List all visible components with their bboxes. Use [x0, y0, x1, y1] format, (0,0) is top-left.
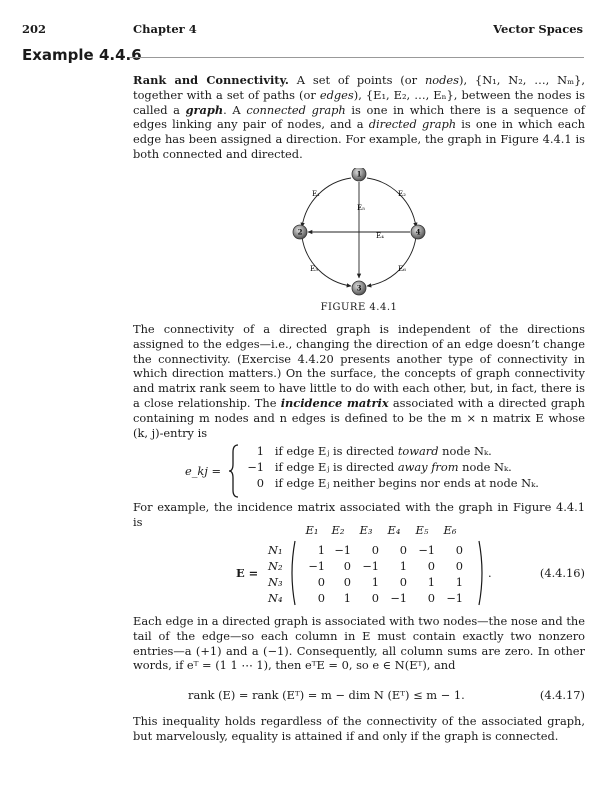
case-value: 0	[256, 476, 264, 490]
case-row-3	[242, 476, 539, 490]
term-connected-graph: connected graph	[246, 102, 346, 117]
case-text: if edge Eⱼ is directed	[274, 460, 398, 474]
example-rule	[130, 57, 584, 58]
left-brace	[228, 444, 240, 498]
matrix-row-header: N₂	[268, 559, 283, 573]
case-row-1	[242, 444, 492, 458]
matrix-col-header: E₄	[387, 523, 401, 537]
text-span: The connectivity of a directed graph is independent of the directions assigned to the edges—i.e., changing the direction of an edge doesn’t change the connectivity. (Exercise 4.4.20 presents another type of connectivity in which direction matters.) On the surface, the concepts of graph connectivity and matrix rank seem to have little to do with each other, but, in fact, there is a close relationship. The	[133, 322, 585, 410]
matrix-cell: 0	[371, 591, 379, 605]
paragraph-text: This inequality holds regardless of the connectivity of the associated graph, but marvelously, equality is attained if and only if the graph is connected.	[133, 714, 585, 743]
edge-label-e2: E₂	[398, 190, 406, 198]
node-1-label: 1	[356, 169, 362, 179]
text-span: . A	[223, 102, 247, 117]
chapter-title: Chapter 4	[133, 22, 197, 36]
directed-graph-figure	[280, 168, 440, 298]
matrix-row-header: N₄	[268, 591, 283, 605]
matrix-cell: 1	[371, 575, 379, 589]
matrix-cell: 0	[371, 543, 379, 557]
node-3-label: 3	[356, 283, 362, 293]
matrix-cell: 1	[427, 575, 435, 589]
matrix-cell: 0	[317, 575, 325, 589]
case-row-2	[242, 460, 512, 474]
matrix-col-header: E₁	[305, 523, 319, 537]
text-span: ), {N₁, N₂, …, Nₘ}, together with a set of paths (or	[133, 73, 586, 102]
matrix-cell: 0	[399, 543, 407, 557]
matrix-left-paren	[288, 540, 296, 606]
matrix-period: .	[488, 566, 492, 580]
matrix-cell: 0	[399, 575, 407, 589]
matrix-cell: −1	[446, 591, 463, 605]
edge-e6	[367, 237, 416, 286]
page-number: 202	[22, 22, 47, 36]
equation-number-17: (4.4.17)	[539, 688, 585, 702]
node-2-label: 2	[297, 227, 303, 237]
equation-number-16: (4.4.16)	[539, 566, 585, 580]
case-value: −1	[247, 460, 264, 474]
matrix-cell: 1	[455, 575, 463, 589]
text-span: A set of points (or	[288, 73, 425, 87]
edge-label-e5: E₅	[357, 204, 365, 212]
node-4	[411, 225, 425, 239]
case-text: node Nₖ.	[458, 460, 512, 474]
matrix-cell: 0	[427, 591, 435, 605]
edge-e1	[302, 178, 351, 227]
node-2	[293, 225, 307, 239]
matrix-row-header: N₁	[268, 543, 283, 557]
figure-caption: FIGURE 4.4.1	[320, 302, 398, 313]
paragraph-incidence	[133, 322, 585, 440]
text-span: associated with a directed graph containing m nodes and n edges is defined to be the m × n matrix E whose (k, j)-entry is	[133, 395, 585, 440]
case-text: if edge Eⱼ neither begins nor ends at node Nₖ.	[274, 476, 539, 490]
term-graph: graph	[185, 102, 224, 117]
matrix-cell: 0	[343, 575, 351, 589]
section-title: Vector Spaces	[493, 22, 583, 36]
edge-label-e1: E₁	[312, 190, 320, 198]
matrix-lhs: E =	[236, 566, 259, 580]
matrix-col-header: E₆	[443, 523, 457, 537]
matrix-row-header: N₃	[268, 575, 283, 589]
paragraph-conclusion	[133, 714, 585, 744]
matrix-cell: −1	[362, 559, 379, 573]
definition-lhs: e_kj =	[185, 464, 222, 478]
node-1	[352, 168, 366, 181]
term-directed-graph: directed graph	[368, 117, 457, 132]
matrix-cell: 0	[455, 543, 463, 557]
matrix-cell: −1	[418, 543, 435, 557]
paragraph-column-sums	[133, 614, 585, 673]
case-emphasis: away from	[397, 460, 459, 474]
text-span: is one in which there is a sequence of edges linking any pair of nodes, and a	[133, 102, 586, 132]
edge-e3	[302, 237, 351, 286]
case-text: if edge Eⱼ is directed	[274, 444, 398, 458]
edge-label-e3: E₃	[310, 265, 318, 273]
edge-e2	[367, 178, 416, 227]
text-span: is one in which each edge has been assigned a direction. For example, the graph in Figure 4.4.1 is both connected and directed.	[133, 117, 586, 161]
matrix-cell: 1	[317, 543, 325, 557]
case-text: node Nₖ.	[438, 444, 492, 458]
term-incidence-matrix: incidence matrix	[280, 395, 389, 410]
matrix-col-header: E₂	[331, 523, 345, 537]
paragraph-intro	[133, 73, 585, 162]
matrix-cell: −1	[308, 559, 325, 573]
rank-inequality: rank (E) = rank (Eᵀ) = m − dim N (Eᵀ) ≤ m − 1.	[188, 688, 465, 702]
matrix-cell: 1	[399, 559, 407, 573]
text-span: ), {E₁, E₂, …, Eₙ}, between the nodes is called a	[133, 87, 585, 117]
example-label: Example 4.4.6	[22, 46, 142, 64]
matrix-cell: 0	[343, 559, 351, 573]
term-edges: edges	[319, 87, 354, 102]
edge-label-e6: E₆	[398, 265, 406, 273]
paragraph-text: For example, the incidence matrix associated with the graph in Figure 4.4.1 is	[133, 500, 585, 529]
case-emphasis: toward	[397, 444, 439, 458]
matrix-cell: 0	[455, 559, 463, 573]
matrix-cell: −1	[334, 543, 351, 557]
term-nodes: nodes	[424, 73, 460, 87]
matrix-cell: 1	[343, 591, 351, 605]
node-3	[352, 281, 366, 295]
matrix-cell: −1	[390, 591, 407, 605]
case-value: 1	[256, 444, 264, 458]
edge-label-e4: E₄	[376, 232, 384, 240]
paragraph-lead: Rank and Connectivity.	[133, 73, 289, 87]
node-4-label: 4	[415, 227, 421, 237]
matrix-cell: 0	[427, 559, 435, 573]
paragraph-text: Each edge in a directed graph is associated with two nodes—the nose and the tail of the edge—so each column in E must contain exactly two nonzero entries—a (+1) and a (−1). Consequently, all column sums are zero. In other words, if eᵀ = (1 1 ⋯ 1), then eᵀE = 0, so e ∈ N(Eᵀ), and	[133, 614, 585, 673]
matrix-right-paren	[478, 540, 486, 606]
matrix-col-header: E₃	[359, 523, 373, 537]
matrix-cell: 0	[317, 591, 325, 605]
matrix-col-header: E₅	[415, 523, 429, 537]
